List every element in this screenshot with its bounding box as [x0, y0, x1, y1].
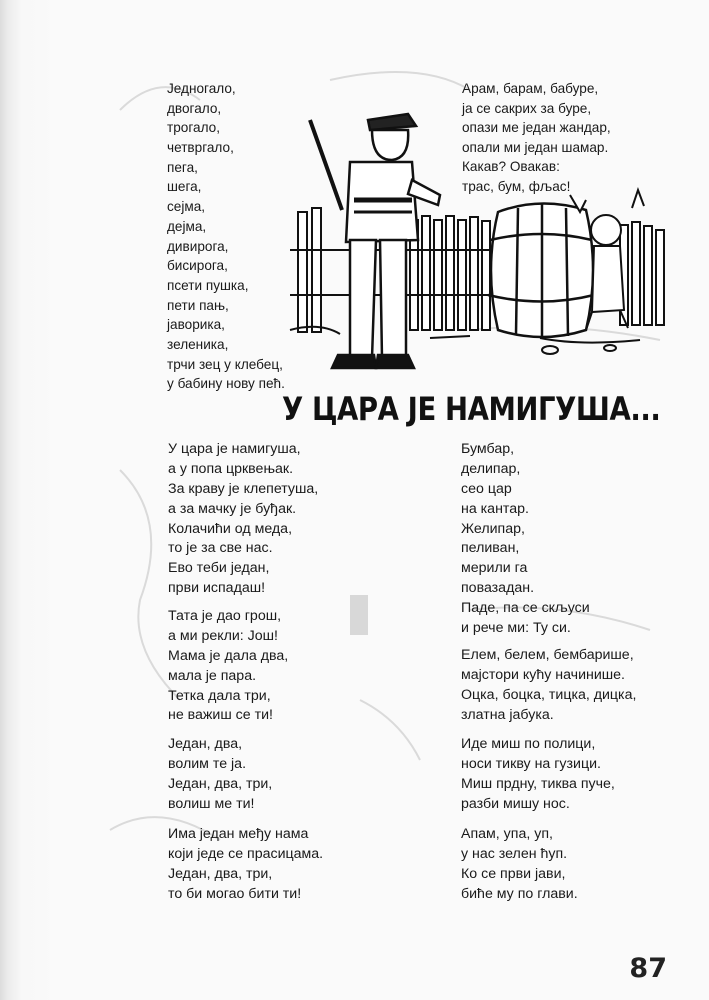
poem-line: пега, [167, 159, 198, 175]
poem-line: мала је пара. [168, 667, 257, 684]
poem-line: Оцка, боцка, тицка, дицка, [461, 686, 637, 703]
poem-jednogalo [167, 79, 285, 394]
stanza-right-4 [461, 825, 578, 905]
page-number: 87 [629, 953, 667, 984]
poem-line: Иде миш по полици, [461, 736, 596, 752]
poem-line: који једе се прасицама. [168, 845, 324, 862]
poem-line: јаворика, [167, 317, 225, 333]
poem-line: Колачићи од меда, [168, 520, 293, 537]
poem-line: трогало, [167, 120, 220, 136]
poem-line: Једногало, [167, 81, 236, 96]
poem-line: и рече ми: Ту си. [461, 620, 571, 637]
poem-line: зеленика, [167, 336, 229, 352]
poem-line: Бумбар, [461, 441, 515, 457]
poem-line: волим те ја. [168, 755, 247, 772]
poem-line: а за мачку је буђак. [168, 500, 297, 517]
poem-line: ја се сакрих за буре, [462, 100, 592, 116]
stanza-left-1 [168, 440, 318, 599]
stanza-right-2 [461, 646, 636, 726]
stanza-right-1 [461, 440, 590, 639]
stanza-left-4 [168, 825, 323, 905]
poem-line: на кантар. [461, 500, 529, 517]
poem-line: делипар, [461, 460, 521, 477]
poem-line: Елем, белем, бембарише, [461, 647, 634, 663]
stanza-right-3 [461, 735, 615, 815]
poem-line: а ми рекли: Још! [168, 627, 278, 644]
poem-line: дивирога, [167, 238, 229, 254]
poem-line: Желипар, [461, 520, 525, 537]
poem-line: то је за све нас. [168, 540, 273, 557]
poem-line: псети пушка, [167, 277, 249, 293]
poem-line: двогало, [167, 100, 222, 116]
poem-line: Има један међу нама [168, 826, 309, 842]
poem-line: Какав? Овакав: [462, 159, 560, 175]
poem-line: биће му по глави. [461, 885, 578, 902]
poem-line: шега, [167, 179, 202, 195]
poem-line: повазадан. [461, 580, 535, 597]
poem-line: а у попа црквењак. [168, 460, 294, 477]
poem-line: носи тикву на гузици. [461, 755, 601, 772]
poem-line: опали ми један шамар. [462, 139, 609, 155]
poem-line: Један, два, [168, 736, 243, 752]
gendarme-barrel-illustration [280, 90, 690, 390]
poem-line: дејма, [167, 218, 207, 234]
poem-line: сејма, [167, 199, 206, 215]
poem-line: Један, два, три, [168, 865, 273, 882]
poem-line: бисирога, [167, 258, 228, 274]
poem-line: у бабину нову пећ. [167, 376, 285, 392]
poem-line: Тата је дао грош, [168, 608, 282, 624]
poem-line: разби мишу нос. [461, 795, 570, 812]
poem-line: опази ме један жандар, [462, 120, 611, 136]
poem-line: пеливан, [461, 540, 520, 557]
poem-line: Један, два, три, [168, 775, 273, 792]
poem-line: Тетка дала три, [168, 687, 271, 704]
poem-line: трчи зец у клебец, [167, 356, 283, 372]
poem-line: то би могао бити ти! [168, 885, 302, 902]
poem-line: први испадаш! [168, 580, 266, 597]
poem-line: волиш ме ти! [168, 795, 255, 812]
poem-line: За краву је клепетуша, [168, 480, 319, 497]
poem-line: Миш прдну, тиква пуче, [461, 775, 615, 792]
poem-line: мајстори кућу начинише. [461, 666, 625, 683]
section-heading: У ЦАРА ЈЕ НАМИГУША... [282, 390, 661, 428]
poem-line: Арам, барам, бабуре, [462, 81, 599, 96]
poem-line: Ево теби један, [168, 560, 270, 577]
poem-line: трас, бум, фљас! [462, 178, 571, 194]
poem-line: златна јабука. [461, 706, 554, 723]
stanza-left-2 [168, 607, 288, 726]
poem-line: пети пањ, [167, 297, 229, 313]
poem-line: у нас зелен ћуп. [461, 845, 568, 862]
stanza-left-3 [168, 735, 272, 815]
barrel-drawing [488, 203, 594, 338]
poem-line: четвргало, [167, 140, 234, 156]
poem-line: Апам, упа, уп, [461, 826, 553, 842]
poem-line: Ко се први јави, [461, 865, 566, 882]
poem-line: сео цар [461, 480, 512, 497]
poem-line: мерили га [461, 560, 528, 577]
poem-line: Мама је дала два, [168, 647, 289, 664]
poem-line: не важиш се ти! [168, 707, 273, 724]
poem-line: У цара је намигуша, [168, 441, 301, 457]
poem-line: Паде, па се скљуси [461, 600, 590, 617]
